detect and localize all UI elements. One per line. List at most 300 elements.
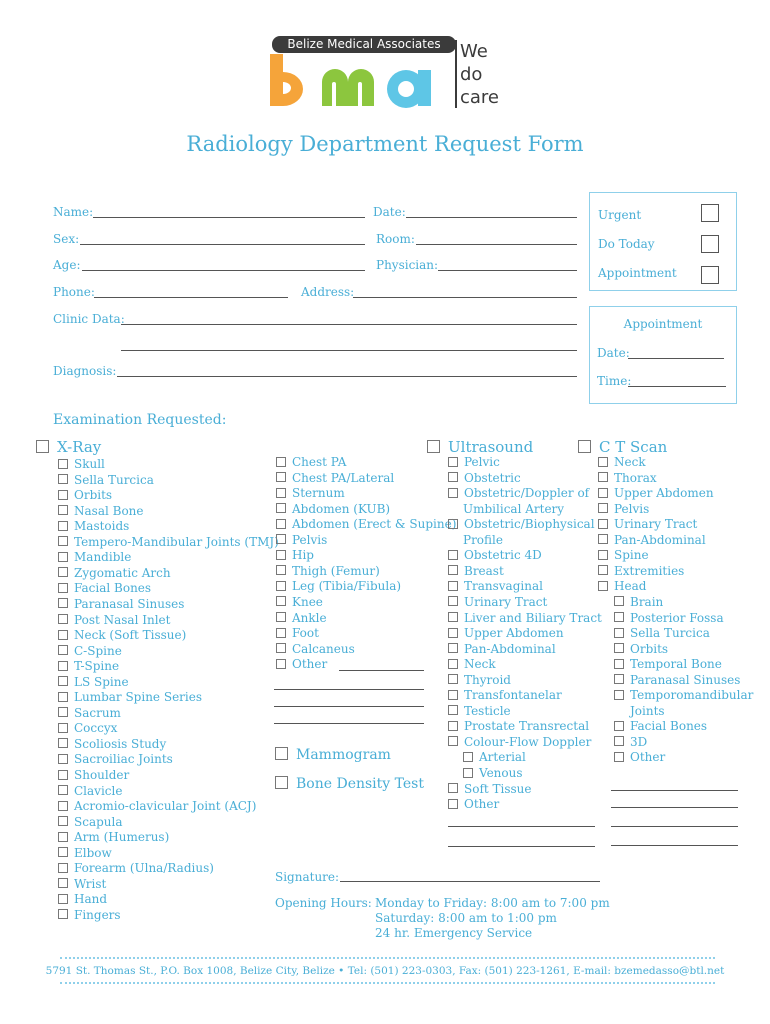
ultrasound-item-label: Obstetric/Biophysical xyxy=(464,517,595,532)
ct-item-checkbox[interactable] xyxy=(598,519,608,529)
xray-item[interactable] xyxy=(58,488,112,504)
doppler-sub-item[interactable] xyxy=(463,766,523,782)
appointment-priority-label: Appointment xyxy=(598,266,677,280)
xray-item-label: Nasal Bone xyxy=(74,503,144,518)
ct-item-label: Head xyxy=(614,579,647,594)
ultrasound-blank-1[interactable] xyxy=(448,826,595,827)
ultrasound-item-cont[interactable] xyxy=(463,533,503,549)
footer-border-top xyxy=(60,957,715,959)
ct-head-sub-item-label: Brain xyxy=(630,594,664,609)
diagnosis-label: Diagnosis: xyxy=(53,364,117,378)
xray-item[interactable] xyxy=(276,642,355,658)
xray-item-checkbox[interactable] xyxy=(276,628,286,638)
ct-head-sub-item[interactable] xyxy=(614,735,647,751)
xray-item[interactable] xyxy=(58,675,129,691)
xray-blank-3[interactable] xyxy=(274,723,424,724)
ct-item-label: Spine xyxy=(614,548,649,563)
xray-item[interactable] xyxy=(58,846,112,862)
xray-item-checkbox[interactable] xyxy=(58,614,68,624)
ct-item[interactable] xyxy=(598,502,649,518)
ultrasound-item-checkbox[interactable] xyxy=(448,659,458,669)
ultrasound-item-label: Obstetric xyxy=(464,470,521,485)
xray-item[interactable] xyxy=(58,597,184,613)
ct-item-label: Thorax xyxy=(614,470,657,485)
footer-contact: 5791 St. Thomas St., P.O. Box 1008, Belize City, Belize • Tel: (501) 223-0303, Fax: (501) 223-1261, E-mail: bzemedasso@btl.net xyxy=(45,965,725,977)
ct-item-label: Pan-Abdominal xyxy=(614,532,706,547)
xray-item[interactable] xyxy=(276,611,327,627)
logo-divider xyxy=(455,40,457,108)
xray-blank-2[interactable] xyxy=(274,706,424,707)
ct-head-sub-item-label: 3D xyxy=(630,734,648,749)
ultrasound-item-label: Other xyxy=(464,797,500,812)
xray-heading[interactable]: X-Ray xyxy=(36,438,101,456)
ultrasound-checkbox[interactable] xyxy=(427,440,440,453)
xray-item-checkbox[interactable] xyxy=(276,596,286,606)
xray-item-checkbox[interactable] xyxy=(58,692,68,702)
ultrasound-item[interactable] xyxy=(448,719,589,735)
xray-item[interactable] xyxy=(58,784,122,800)
xray-item[interactable] xyxy=(276,626,319,642)
room-label: Room: xyxy=(376,232,415,246)
xray-item[interactable] xyxy=(276,486,345,502)
ct-item[interactable] xyxy=(598,455,646,471)
ultrasound-item-label: Transfontanelar xyxy=(464,688,562,703)
xray-item-label: T-Spine xyxy=(74,659,120,674)
xray-item[interactable] xyxy=(276,471,394,487)
xray-item[interactable] xyxy=(58,892,107,908)
ct-head-sub-item-checkbox[interactable] xyxy=(614,659,624,669)
xray-item[interactable] xyxy=(276,579,401,595)
ultrasound-item-label: Liver and Biliary Tract xyxy=(464,610,602,625)
physician-field[interactable] xyxy=(438,270,577,271)
ultrasound-item[interactable] xyxy=(448,471,521,487)
xray-item-label: Fingers xyxy=(74,907,121,922)
xray-item-checkbox[interactable] xyxy=(58,723,68,733)
signature-label: Signature: xyxy=(275,870,340,884)
ultrasound-item-checkbox[interactable] xyxy=(448,565,458,575)
ultrasound-item-cont-label: Umbilical Artery xyxy=(463,501,565,516)
ct-head-sub-item[interactable] xyxy=(614,626,710,642)
ultrasound-item[interactable] xyxy=(448,797,499,813)
xray-item[interactable] xyxy=(58,550,131,566)
ct-item-checkbox[interactable] xyxy=(598,503,608,513)
doppler-sub-item-label: Arterial xyxy=(479,750,526,765)
xray-item-checkbox[interactable] xyxy=(58,909,68,919)
xray-item-checkbox[interactable] xyxy=(276,659,286,669)
ct-head-sub-item[interactable] xyxy=(614,657,722,673)
xray-item-label: Other xyxy=(292,657,328,672)
xray-item-checkbox[interactable] xyxy=(58,770,68,780)
doppler-sub-item-checkbox[interactable] xyxy=(463,768,473,778)
clinic-data-label: Clinic Data: xyxy=(53,312,125,326)
ct-checkbox[interactable] xyxy=(578,440,591,453)
xray-item-checkbox[interactable] xyxy=(276,488,286,498)
xray-item-checkbox[interactable] xyxy=(276,457,286,467)
xray-item[interactable] xyxy=(58,659,119,675)
ultrasound-item[interactable] xyxy=(448,642,556,658)
ultrasound-item-checkbox[interactable] xyxy=(448,596,458,606)
ct-head-sub-item[interactable] xyxy=(614,750,665,766)
xray-item[interactable] xyxy=(58,535,279,551)
ultrasound-item-checkbox[interactable] xyxy=(448,721,458,731)
xray-item-checkbox[interactable] xyxy=(58,598,68,608)
ultrasound-item[interactable] xyxy=(448,548,542,564)
age-label: Age: xyxy=(53,258,81,272)
xray-item-checkbox[interactable] xyxy=(276,565,286,575)
appointment-title: Appointment xyxy=(623,317,703,331)
signature-field[interactable] xyxy=(340,881,600,882)
xray-item[interactable] xyxy=(58,721,117,737)
ct-head-sub-item-checkbox[interactable] xyxy=(614,628,624,638)
ultrasound-item[interactable] xyxy=(448,626,564,642)
xray-item-checkbox[interactable] xyxy=(58,536,68,546)
hours-line-2: Saturday: 8:00 am to 1:00 pm xyxy=(375,911,557,925)
ct-item[interactable] xyxy=(598,548,649,564)
xray-item[interactable] xyxy=(58,799,256,815)
xray-item-label: Hip xyxy=(292,548,314,563)
ultrasound-item[interactable] xyxy=(448,657,496,673)
ultrasound-item-label: Neck xyxy=(464,657,496,672)
clinic-data-field[interactable] xyxy=(121,324,577,325)
hours-line-1: Monday to Friday: 8:00 am to 7:00 pm xyxy=(375,896,610,910)
ultrasound-item-checkbox[interactable] xyxy=(448,550,458,560)
ultrasound-item[interactable] xyxy=(448,579,543,595)
ct-head-sub-item[interactable] xyxy=(614,673,740,689)
clinic-data-field-2[interactable] xyxy=(121,350,577,351)
xray-item[interactable] xyxy=(276,455,346,471)
xray-item[interactable] xyxy=(58,457,105,473)
bone-density-checkbox[interactable] xyxy=(275,776,288,789)
ct-head-sub-item-checkbox[interactable] xyxy=(614,752,624,762)
xray-item[interactable] xyxy=(58,504,144,520)
xray-item[interactable] xyxy=(276,502,390,518)
xray-item-label: Hand xyxy=(74,892,108,907)
name-label: Name: xyxy=(53,205,94,219)
appointment-date-field[interactable] xyxy=(628,358,724,359)
xray-item-label: Shoulder xyxy=(74,768,130,782)
ultrasound-item[interactable] xyxy=(448,564,504,580)
xray-item-label: Elbow xyxy=(74,845,112,860)
xray-item-checkbox[interactable] xyxy=(58,567,68,577)
ct-head-sub-cont[interactable] xyxy=(630,704,665,720)
xray-item[interactable] xyxy=(58,690,202,706)
xray-item-checkbox[interactable] xyxy=(58,474,68,484)
doppler-sub-item[interactable] xyxy=(463,750,526,766)
form-title: Radiology Department Request Form xyxy=(186,132,584,156)
mammogram-checkbox[interactable] xyxy=(275,747,288,760)
xray-item-label: Chest PA/Lateral xyxy=(292,470,395,485)
date-field[interactable] xyxy=(406,217,577,218)
footer-border-bottom xyxy=(60,982,715,984)
xray-item-label: Acromio-clavicular Joint (ACJ) xyxy=(74,799,257,814)
ct-head-sub-item-label: Temporomandibular xyxy=(630,688,754,703)
ct-item-label: Neck xyxy=(614,455,646,469)
ct-head-sub-item-label: Other xyxy=(630,750,666,765)
ct-head-sub-item[interactable] xyxy=(614,688,753,704)
xray-item-checkbox[interactable] xyxy=(58,878,68,888)
xray-item-label: Leg (Tibia/Fibula) xyxy=(292,579,402,594)
ultrasound-item[interactable] xyxy=(448,611,602,627)
xray-item-label: LS Spine xyxy=(74,674,129,689)
ct-head-sub-item-checkbox[interactable] xyxy=(614,674,624,684)
xray-item-checkbox[interactable] xyxy=(58,459,68,469)
phone-label: Phone: xyxy=(53,285,95,299)
xray-item-checkbox[interactable] xyxy=(58,754,68,764)
xray-item-checkbox[interactable] xyxy=(276,550,286,560)
ct-head-sub-item-checkbox[interactable] xyxy=(614,596,624,606)
xray-item-checkbox[interactable] xyxy=(58,738,68,748)
xray-item-checkbox[interactable] xyxy=(276,534,286,544)
xray-item-checkbox[interactable] xyxy=(276,581,286,591)
ultrasound-item-label: Soft Tissue xyxy=(464,781,532,796)
ct-blank-2[interactable] xyxy=(611,807,738,808)
urgent-checkbox[interactable] xyxy=(701,204,719,222)
ct-item-checkbox[interactable] xyxy=(598,550,608,560)
xray-item-label: Tempero-Mandibular Joints (TMJ) xyxy=(74,534,279,549)
ct-head-sub-item-checkbox[interactable] xyxy=(614,736,624,746)
xray-item-checkbox[interactable] xyxy=(58,661,68,671)
ultrasound-item-checkbox[interactable] xyxy=(448,472,458,482)
ct-item-checkbox[interactable] xyxy=(598,472,608,482)
xray-item[interactable] xyxy=(58,861,214,877)
xray-item[interactable] xyxy=(58,908,121,924)
xray-item-label: Coccyx xyxy=(74,721,118,736)
ct-item[interactable] xyxy=(598,471,657,487)
xray-item-label: Calcaneus xyxy=(292,641,355,656)
sex-field[interactable] xyxy=(80,244,365,245)
xray-item-checkbox[interactable] xyxy=(276,472,286,482)
ultrasound-item[interactable] xyxy=(448,455,500,471)
mammogram-option[interactable]: Mammogram xyxy=(275,746,391,764)
ultrasound-item-checkbox[interactable] xyxy=(448,612,458,622)
xray-checkbox[interactable] xyxy=(36,440,49,453)
ultrasound-item[interactable] xyxy=(448,688,562,704)
ultrasound-item[interactable] xyxy=(448,517,595,533)
xray-item-label: Abdomen (Erect & Supine) xyxy=(292,517,457,532)
xray-item-label: Chest PA xyxy=(292,455,347,469)
ultrasound-item-checkbox[interactable] xyxy=(448,736,458,746)
ultrasound-item[interactable] xyxy=(448,486,589,502)
ultrasound-item-cont-label: Profile xyxy=(463,532,503,547)
sex-label: Sex: xyxy=(53,232,80,246)
ct-head-sub-item[interactable] xyxy=(614,642,668,658)
xray-item[interactable] xyxy=(58,581,151,597)
xray-item[interactable] xyxy=(58,473,154,489)
xray-item-label: Post Nasal Inlet xyxy=(74,612,171,627)
xray-item-checkbox[interactable] xyxy=(58,552,68,562)
ultrasound-item-label: Prostate Transrectal xyxy=(464,719,590,734)
xray-item-checkbox[interactable] xyxy=(58,847,68,857)
xray-item-checkbox[interactable] xyxy=(58,816,68,826)
xray-item[interactable] xyxy=(58,877,106,893)
do-today-label: Do Today xyxy=(598,237,655,251)
address-field[interactable] xyxy=(353,297,577,298)
ct-item[interactable] xyxy=(598,517,697,533)
phone-field[interactable] xyxy=(94,297,288,298)
xray-item-checkbox[interactable] xyxy=(58,707,68,717)
xray-item[interactable] xyxy=(58,644,122,660)
ultrasound-item-checkbox[interactable] xyxy=(448,581,458,591)
xray-item-checkbox[interactable] xyxy=(58,676,68,686)
xray-item-checkbox[interactable] xyxy=(58,490,68,500)
xray-item-checkbox[interactable] xyxy=(276,519,286,529)
xray-item[interactable] xyxy=(276,548,314,564)
xray-item[interactable] xyxy=(58,519,129,535)
ultrasound-heading[interactable]: Ultrasound xyxy=(427,438,533,456)
xray-item-label: Scoliosis Study xyxy=(74,736,167,751)
age-field[interactable] xyxy=(82,270,365,271)
xray-other-field[interactable] xyxy=(339,670,424,671)
ct-head-sub-item[interactable] xyxy=(614,719,707,735)
xray-item[interactable] xyxy=(58,566,171,582)
xray-item[interactable] xyxy=(58,752,173,768)
xray-item-checkbox[interactable] xyxy=(58,645,68,655)
xray-item-checkbox[interactable] xyxy=(58,894,68,904)
name-field[interactable] xyxy=(93,217,365,218)
xray-item[interactable] xyxy=(58,815,123,831)
ct-head-sub-item[interactable] xyxy=(614,595,663,611)
ct-item-checkbox[interactable] xyxy=(598,457,608,467)
ultrasound-item-cont[interactable] xyxy=(463,502,564,518)
ct-head-sub-item-checkbox[interactable] xyxy=(614,721,624,731)
examination-title: Examination Requested: xyxy=(53,412,227,428)
ultrasound-item[interactable] xyxy=(448,673,511,689)
ultrasound-item[interactable] xyxy=(448,595,547,611)
ct-blank-3[interactable] xyxy=(611,826,738,827)
xray-item-label: Paranasal Sinuses xyxy=(74,596,185,611)
xray-item[interactable] xyxy=(58,706,121,722)
ultrasound-item-label: Pelvic xyxy=(464,455,500,469)
urgent-label: Urgent xyxy=(598,208,642,222)
xray-item[interactable] xyxy=(276,595,323,611)
appointment-checkbox[interactable] xyxy=(701,266,719,284)
appointment-date-label: Date: xyxy=(597,346,630,360)
xray-item[interactable] xyxy=(276,533,327,549)
xray-item[interactable] xyxy=(58,613,170,629)
ct-item-checkbox[interactable] xyxy=(598,534,608,544)
ultrasound-item-checkbox[interactable] xyxy=(448,519,458,529)
ct-item-label: Upper Abdomen xyxy=(614,486,714,501)
xray-item-label: Forearm (Ulna/Radius) xyxy=(74,861,214,876)
ultrasound-item-checkbox[interactable] xyxy=(448,643,458,653)
ct-head-sub-item-checkbox[interactable] xyxy=(614,612,624,622)
xray-item-label: Zygomatic Arch xyxy=(74,565,171,580)
xray-item[interactable] xyxy=(276,564,380,580)
ct-heading[interactable]: C T Scan xyxy=(578,438,667,456)
xray-blank-1[interactable] xyxy=(274,689,424,690)
xray-item-label: Scapula xyxy=(74,814,123,829)
logo-banner: Belize Medical Associates xyxy=(272,36,456,53)
xray-item-checkbox[interactable] xyxy=(58,801,68,811)
ct-head-sub-item-label: Sella Turcica xyxy=(630,626,710,641)
ultrasound-item-checkbox[interactable] xyxy=(448,628,458,638)
xray-item-checkbox[interactable] xyxy=(58,630,68,640)
ct-item[interactable] xyxy=(598,533,706,549)
room-field[interactable] xyxy=(416,244,577,245)
logo-tagline: We do care xyxy=(460,41,500,108)
ct-head-sub-item[interactable] xyxy=(614,611,724,627)
ultrasound-item-checkbox[interactable] xyxy=(448,705,458,715)
ct-item[interactable] xyxy=(598,486,714,502)
xray-item-checkbox[interactable] xyxy=(58,505,68,515)
xray-item-checkbox[interactable] xyxy=(58,832,68,842)
ct-head-sub-item-label: Posterior Fossa xyxy=(630,610,724,625)
xray-item[interactable] xyxy=(58,737,166,753)
ct-item-checkbox[interactable] xyxy=(598,581,608,591)
xray-item[interactable] xyxy=(58,830,169,846)
ct-item-label: Extremities xyxy=(614,563,685,578)
do-today-checkbox[interactable] xyxy=(701,235,719,253)
xray-item-label: Skull xyxy=(74,457,105,471)
diagnosis-field[interactable] xyxy=(117,376,577,377)
xray-item[interactable] xyxy=(58,768,129,784)
ultrasound-item[interactable] xyxy=(448,735,591,751)
date-label: Date: xyxy=(373,205,406,219)
xray-item-checkbox[interactable] xyxy=(276,612,286,622)
ultrasound-item-label: Transvaginal xyxy=(464,579,543,594)
ct-head-sub-item-checkbox[interactable] xyxy=(614,690,624,700)
ct-item-label: Urinary Tract xyxy=(614,517,698,532)
xray-item-checkbox[interactable] xyxy=(58,583,68,593)
appointment-time-label: Time: xyxy=(597,374,632,388)
xray-item[interactable] xyxy=(58,628,186,644)
ultrasound-item-checkbox[interactable] xyxy=(448,690,458,700)
ultrasound-blank-2[interactable] xyxy=(448,846,595,847)
ultrasound-item-checkbox[interactable] xyxy=(448,488,458,498)
doppler-sub-item-label: Venous xyxy=(479,766,523,780)
doppler-sub-item-checkbox[interactable] xyxy=(463,752,473,762)
xray-item[interactable] xyxy=(276,517,456,533)
ultrasound-item-label: Obstetric/Doppler of xyxy=(464,486,590,501)
xray-item[interactable] xyxy=(276,657,327,673)
xray-item-checkbox[interactable] xyxy=(58,863,68,873)
appointment-time-field[interactable] xyxy=(628,386,726,387)
xray-item-label: Thigh (Femur) xyxy=(292,563,380,578)
hours-line-3: 24 hr. Emergency Service xyxy=(375,926,533,940)
xray-item-label: Lumbar Spine Series xyxy=(74,690,203,705)
xray-item-checkbox[interactable] xyxy=(58,521,68,531)
address-label: Address: xyxy=(301,285,355,299)
xray-item-checkbox[interactable] xyxy=(276,643,286,653)
ultrasound-item[interactable] xyxy=(448,704,511,720)
xray-item-label: Facial Bones xyxy=(74,581,152,596)
ct-blank-4[interactable] xyxy=(611,845,738,846)
ct-head-sub-item-label: Paranasal Sinuses xyxy=(630,672,741,687)
ct-item[interactable] xyxy=(598,564,684,580)
ct-head-sub-item-label: Temporal Bone xyxy=(630,657,722,672)
ultrasound-item[interactable] xyxy=(448,782,532,798)
ultrasound-item-label: Colour-Flow Doppler xyxy=(464,734,592,749)
physician-label: Physician: xyxy=(376,258,439,272)
bma-letters-graphic xyxy=(266,54,456,110)
ct-item[interactable] xyxy=(598,579,646,595)
ultrasound-item-label: Upper Abdomen xyxy=(464,626,564,641)
ultrasound-item-checkbox[interactable] xyxy=(448,457,458,467)
ultrasound-item-checkbox[interactable] xyxy=(448,783,458,793)
xray-item-label: Wrist xyxy=(74,876,107,891)
ultrasound-item-checkbox[interactable] xyxy=(448,674,458,684)
ct-head-sub-item-checkbox[interactable] xyxy=(614,643,624,653)
bone-density-option[interactable]: Bone Density Test xyxy=(275,775,424,793)
ct-head-sub-item-label: Orbits xyxy=(630,641,669,656)
hours-label: Opening Hours: xyxy=(275,896,372,910)
ct-item-checkbox[interactable] xyxy=(598,565,608,575)
xray-item-checkbox[interactable] xyxy=(58,785,68,795)
xray-item-checkbox[interactable] xyxy=(276,503,286,513)
ct-blank-1[interactable] xyxy=(611,790,738,791)
ct-item-checkbox[interactable] xyxy=(598,488,608,498)
ultrasound-item-checkbox[interactable] xyxy=(448,799,458,809)
